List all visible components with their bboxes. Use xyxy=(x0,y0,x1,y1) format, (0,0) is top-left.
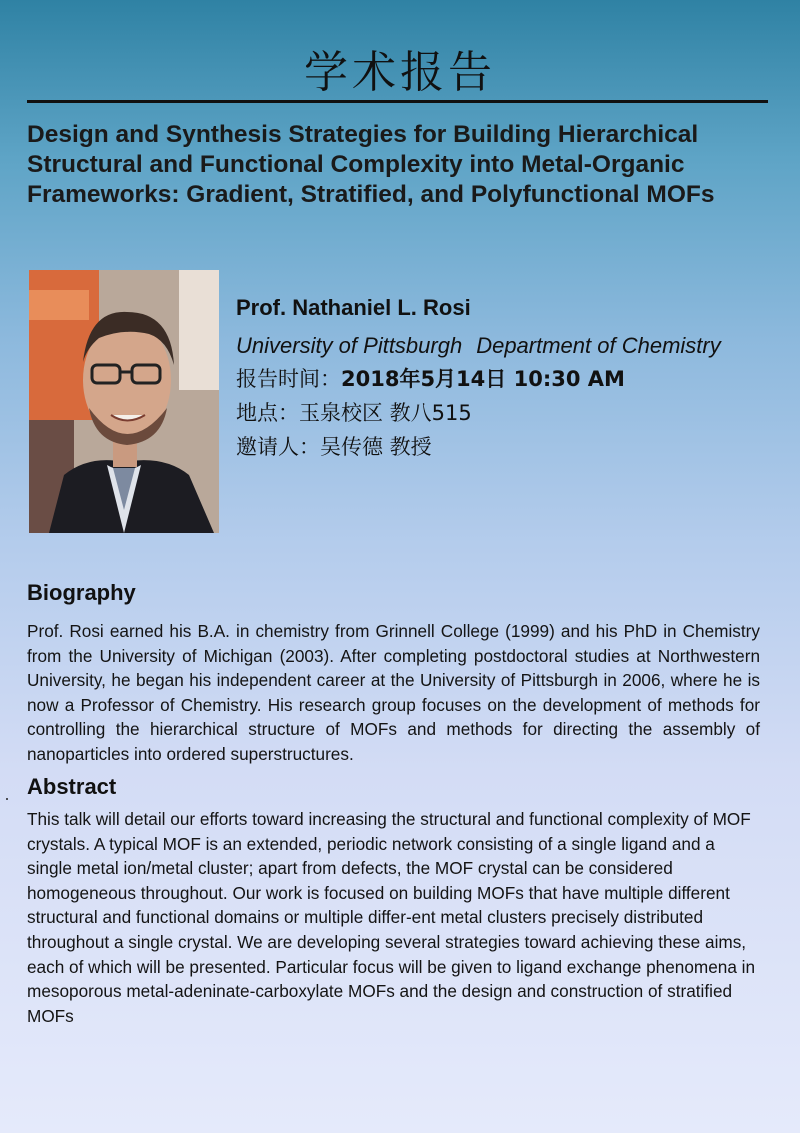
abstract-text: This talk will detail our efforts toward increasing the structural and functional complexity of MOF crystals. A typical MOF is an extended, periodic network consisting of a single ligand and a single metal ion/metal cluster; apart from defects, the MOF crystal can be considered homogeneous throughout. Our work is focused on building MOFs that have multiple different structural and functional domains or multiple differ-ent metal clusters precisely distributed throughout a single crystal. We are developing several strategies toward achieving these aims, each of which will be presented. Particular focus will be given to ligand exchange phenomena in mesoporous metal-adeninate-carboxylate MOFs and the design and construction of stratified MOFs xyxy=(27,809,756,1026)
speaker-photo xyxy=(29,270,219,533)
talk-time xyxy=(236,363,776,397)
biography-text: Prof. Rosi earned his B.A. in chemistry from Grinnell College (1999) and his PhD in Chemistry from the University of Michigan (2003). After completing postdoctoral studies at Northwestern University, he began his independent career at the University of Pittsburgh in 2006, where he is now a Professor of Chemistry. His research group focuses on the development of methods for controlling the hierarchical structure of MOFs and methods for directing the assembly of nanoparticles into ordered superstructures. xyxy=(27,621,760,764)
speaker-affiliation xyxy=(236,333,776,363)
header-title: 学术报告 xyxy=(304,47,496,98)
speaker-info xyxy=(236,295,776,465)
talk-host-label: 邀请人： xyxy=(236,435,320,459)
talk-place-value: 玉泉校区 教八515 xyxy=(299,401,472,425)
talk-host xyxy=(236,431,776,465)
margin-dot xyxy=(6,798,8,800)
talk-place xyxy=(236,397,776,431)
speaker-university: University of Pittsburgh xyxy=(236,333,463,358)
talk-title: Design and Synthesis Strategies for Building Hierarchical Structural and Functional Complexity into Metal-Organic Frameworks: Gradient, Stratified, and Polyfunctional MOFs xyxy=(27,121,715,208)
speaker-department: Department of Chemistry xyxy=(476,333,721,358)
talk-time-value: 2018年5月14日 10:30 AM xyxy=(341,367,625,391)
abstract-heading: Abstract xyxy=(27,774,117,799)
talk-host-value: 吴传德 教授 xyxy=(320,435,432,459)
header-divider xyxy=(27,100,768,103)
talk-place-label: 地点： xyxy=(236,401,299,425)
speaker-name: Prof. Nathaniel L. Rosi xyxy=(236,295,471,320)
talk-time-label: 报告时间： xyxy=(236,367,341,391)
biography-heading: Biography xyxy=(27,580,136,605)
